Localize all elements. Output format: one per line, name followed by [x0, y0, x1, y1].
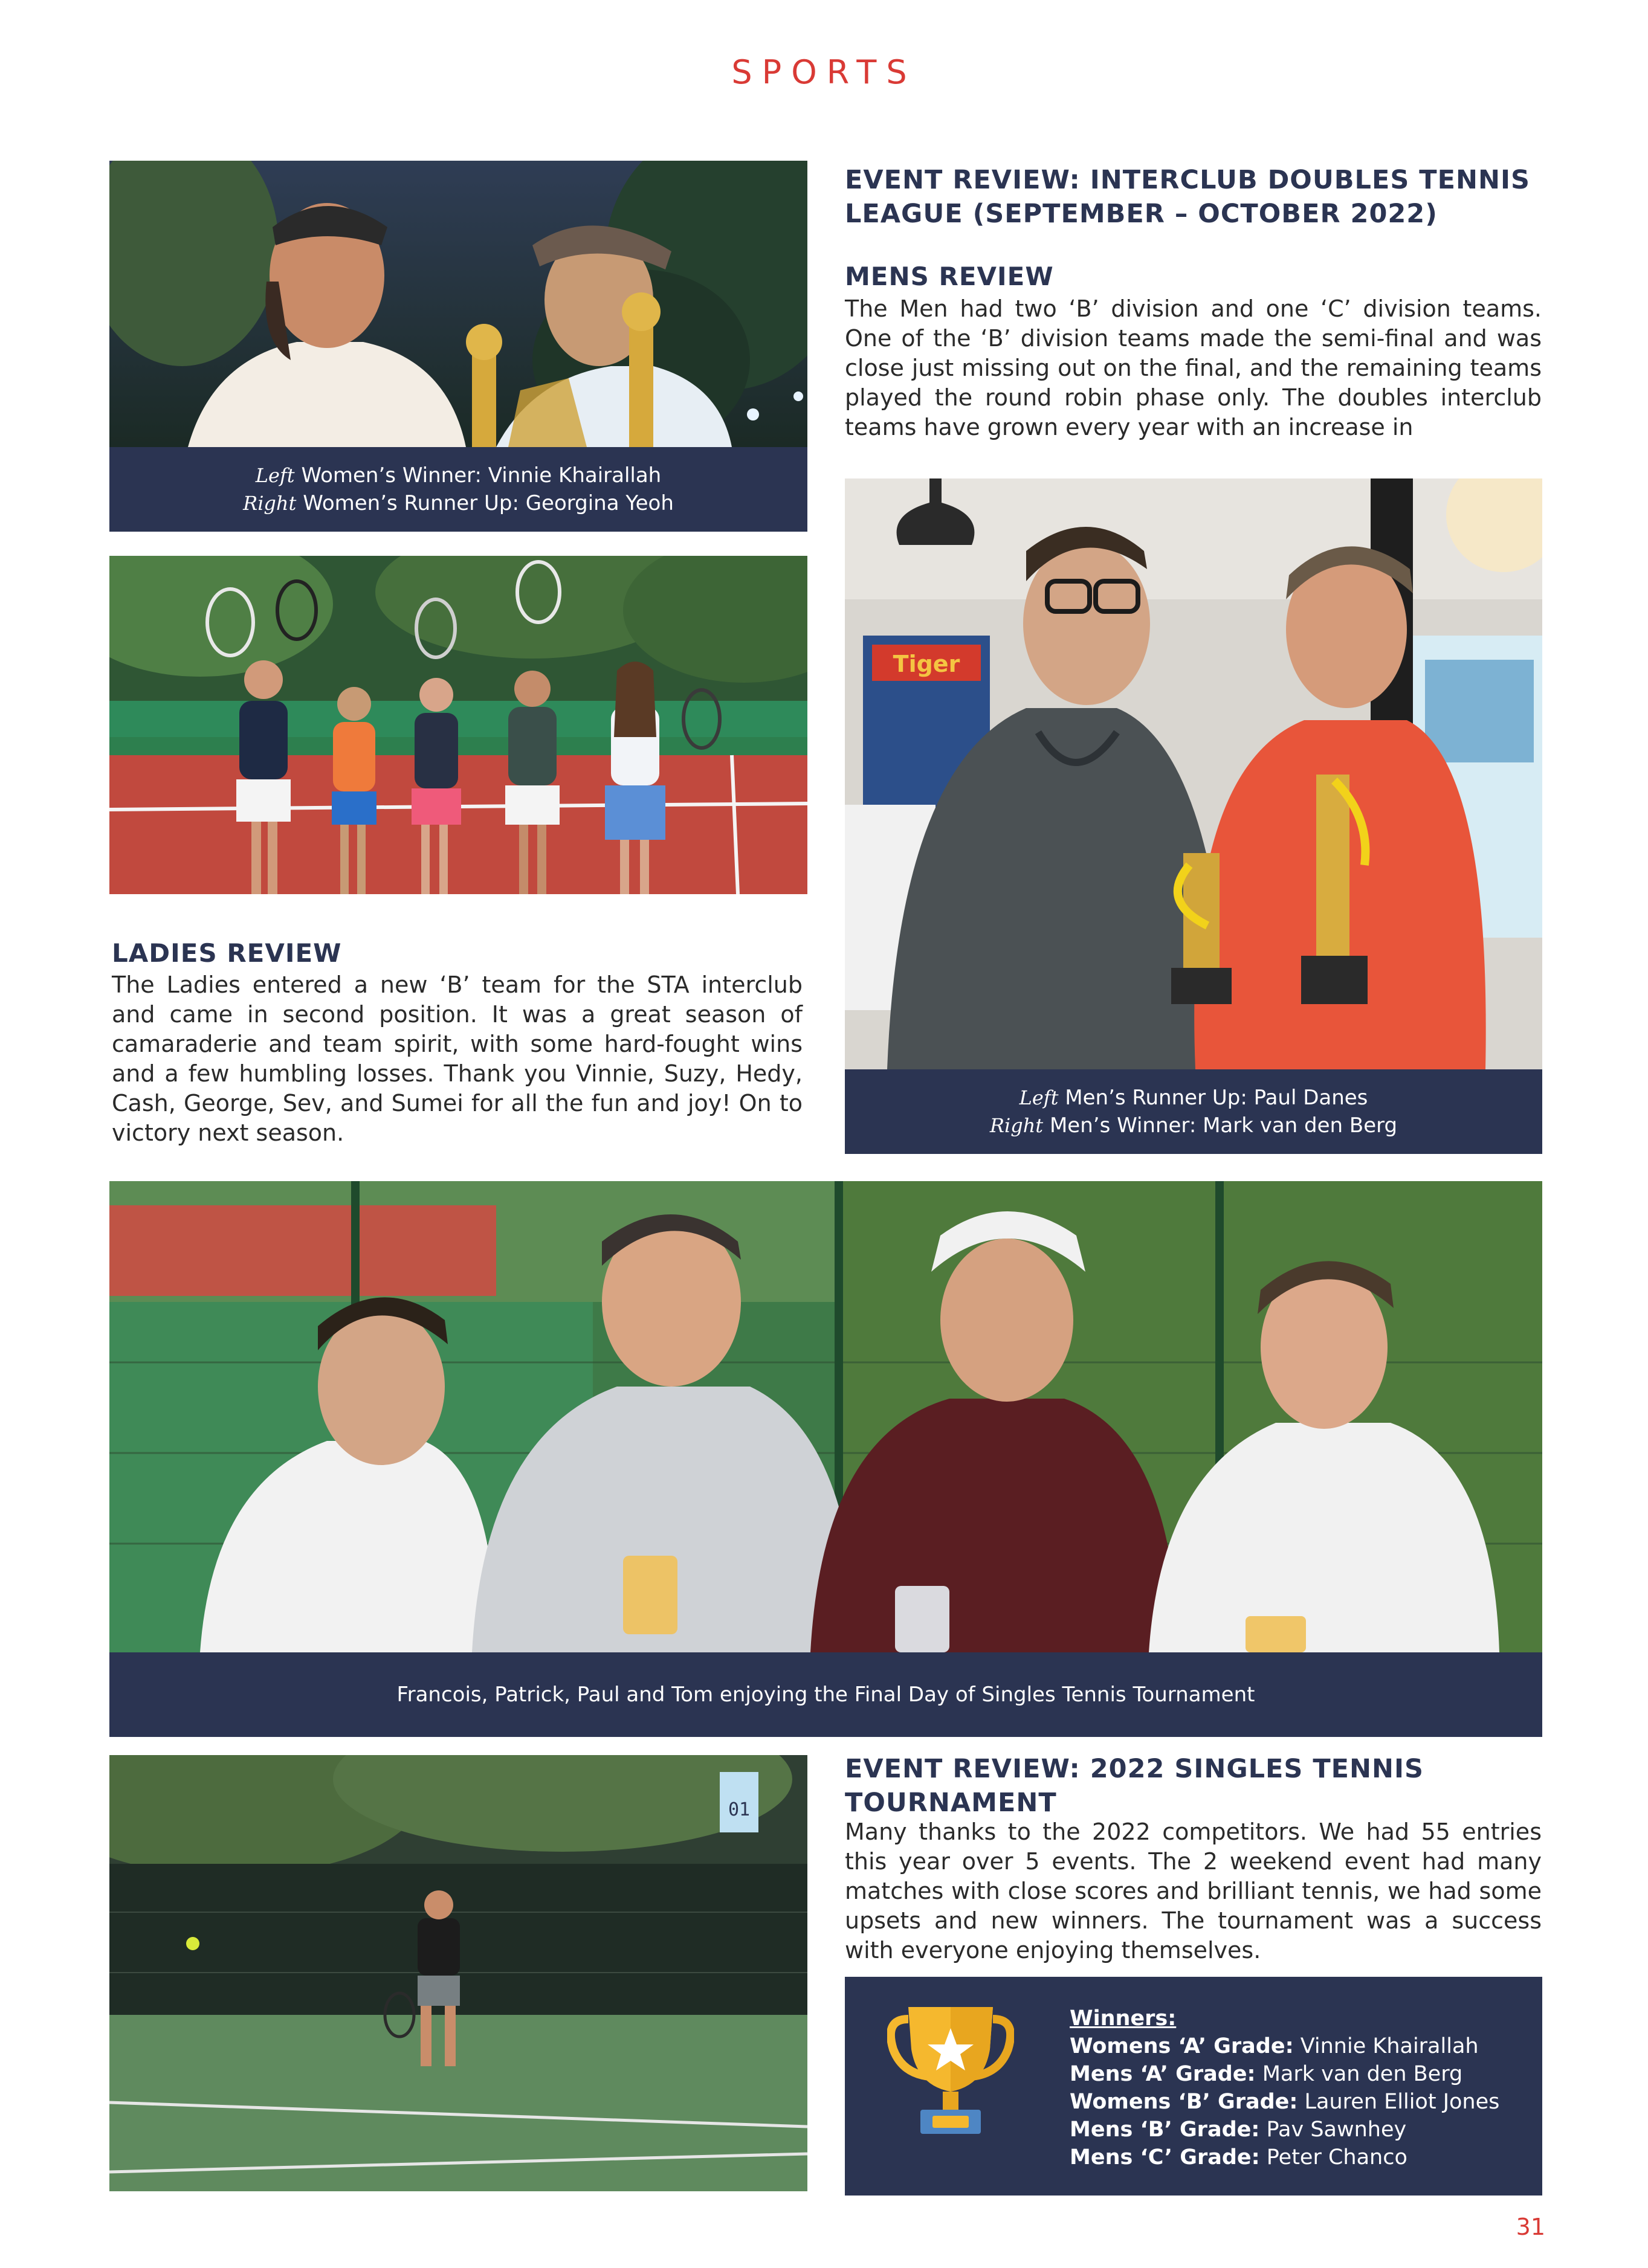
winner-name: Lauren Elliot Jones — [1304, 2090, 1500, 2114]
winner-grade: Womens ‘B’ Grade: — [1070, 2090, 1298, 2114]
court-banner-number: 01 — [728, 1799, 751, 1820]
caption-right-text: Men’s Winner: Mark van den Berg — [1049, 1113, 1398, 1138]
winners-list — [1070, 2005, 1529, 2171]
photo-mens-winners — [845, 478, 1542, 1069]
photo-singles-player — [109, 1755, 807, 2191]
ladies-review-heading: LADIES REVIEW — [112, 938, 342, 968]
singles-heading: EVENT REVIEW: 2022 SINGLES TENNIS TOURNAMENT — [845, 1754, 1424, 1818]
caption-left-word: Left — [1019, 1086, 1059, 1109]
mens-review-heading: MENS REVIEW — [845, 262, 1054, 291]
tiger-sign: Tiger — [893, 651, 960, 677]
caption-right-word: Right — [243, 492, 297, 515]
winner-grade: Mens ‘A’ Grade: — [1070, 2062, 1256, 2086]
winner-row — [1070, 2144, 1529, 2171]
womens-caption — [109, 447, 807, 532]
interclub-heading: EVENT REVIEW: INTERCLUB DOUBLES TENNIS LEAGUE (SEPTEMBER – OCTOBER 2022) — [845, 165, 1530, 229]
winners-title: Winners: — [1070, 2006, 1177, 2031]
winner-row — [1070, 2060, 1529, 2088]
mens-review-text: The Men had two ‘B’ division and one ‘C’ division teams. One of the ‘B’ division teams made the semi-final and was close just missing out on the final, and the remaining teams played the round robin phase only. The doubles interclub teams have grown every year with an increase in — [845, 295, 1542, 440]
photo-ladies-team — [109, 556, 807, 894]
ladies-review-text: The Ladies entered a new ‘B’ team for the STA interclub and came in second position. It was a great season of camaraderie and team spirit, with some hard-fought wins and a few humbling losses. Thank you Vinnie, Suzy, Hedy, Cash, George, Sev, and Sumei for all the fun and joy! On to victory next season. — [112, 971, 803, 1146]
winner-grade: Womens ‘A’ Grade: — [1070, 2034, 1294, 2058]
page-number: 31 — [1516, 2214, 1545, 2240]
caption-left-word: Left — [255, 464, 295, 487]
winner-name: Peter Chanco — [1266, 2145, 1407, 2170]
winner-row — [1070, 2088, 1529, 2116]
winner-name: Pav Sawnhey — [1266, 2118, 1407, 2142]
section-title: SPORTS — [731, 53, 917, 91]
photo-womens-winners — [109, 161, 807, 447]
winners-box — [845, 1977, 1542, 2196]
winner-name: Vinnie Khairallah — [1300, 2034, 1479, 2058]
mens-caption — [845, 1069, 1542, 1154]
photo-group-men — [109, 1181, 1542, 1652]
winner-row — [1070, 2116, 1529, 2144]
singles-text: Many thanks to the 2022 competitors. We had 55 entries this year over 5 events. The 2 weekend event had many matches with close scores and brilliant tennis, we had some upsets and new winners. The tournament was a success with everyone enjoying themselves. — [845, 1819, 1542, 1964]
caption-left-text: Men’s Runner Up: Paul Danes — [1065, 1086, 1368, 1110]
caption-right-text: Women’s Runner Up: Georgina Yeoh — [303, 491, 674, 515]
group-caption — [109, 1652, 1542, 1737]
group-caption-text: Francois, Patrick, Paul and Tom enjoying the Final Day of Singles Tennis Tournament — [396, 1683, 1255, 1707]
caption-right-word: Right — [989, 1114, 1044, 1137]
winner-grade: Mens ‘B’ Grade: — [1070, 2118, 1260, 2142]
winner-row — [1070, 2032, 1529, 2060]
winner-grade: Mens ‘C’ Grade: — [1070, 2145, 1260, 2170]
caption-left-text: Women’s Winner: Vinnie Khairallah — [301, 463, 662, 488]
trophy-icon — [887, 1995, 1014, 2140]
winner-name: Mark van den Berg — [1262, 2062, 1463, 2086]
